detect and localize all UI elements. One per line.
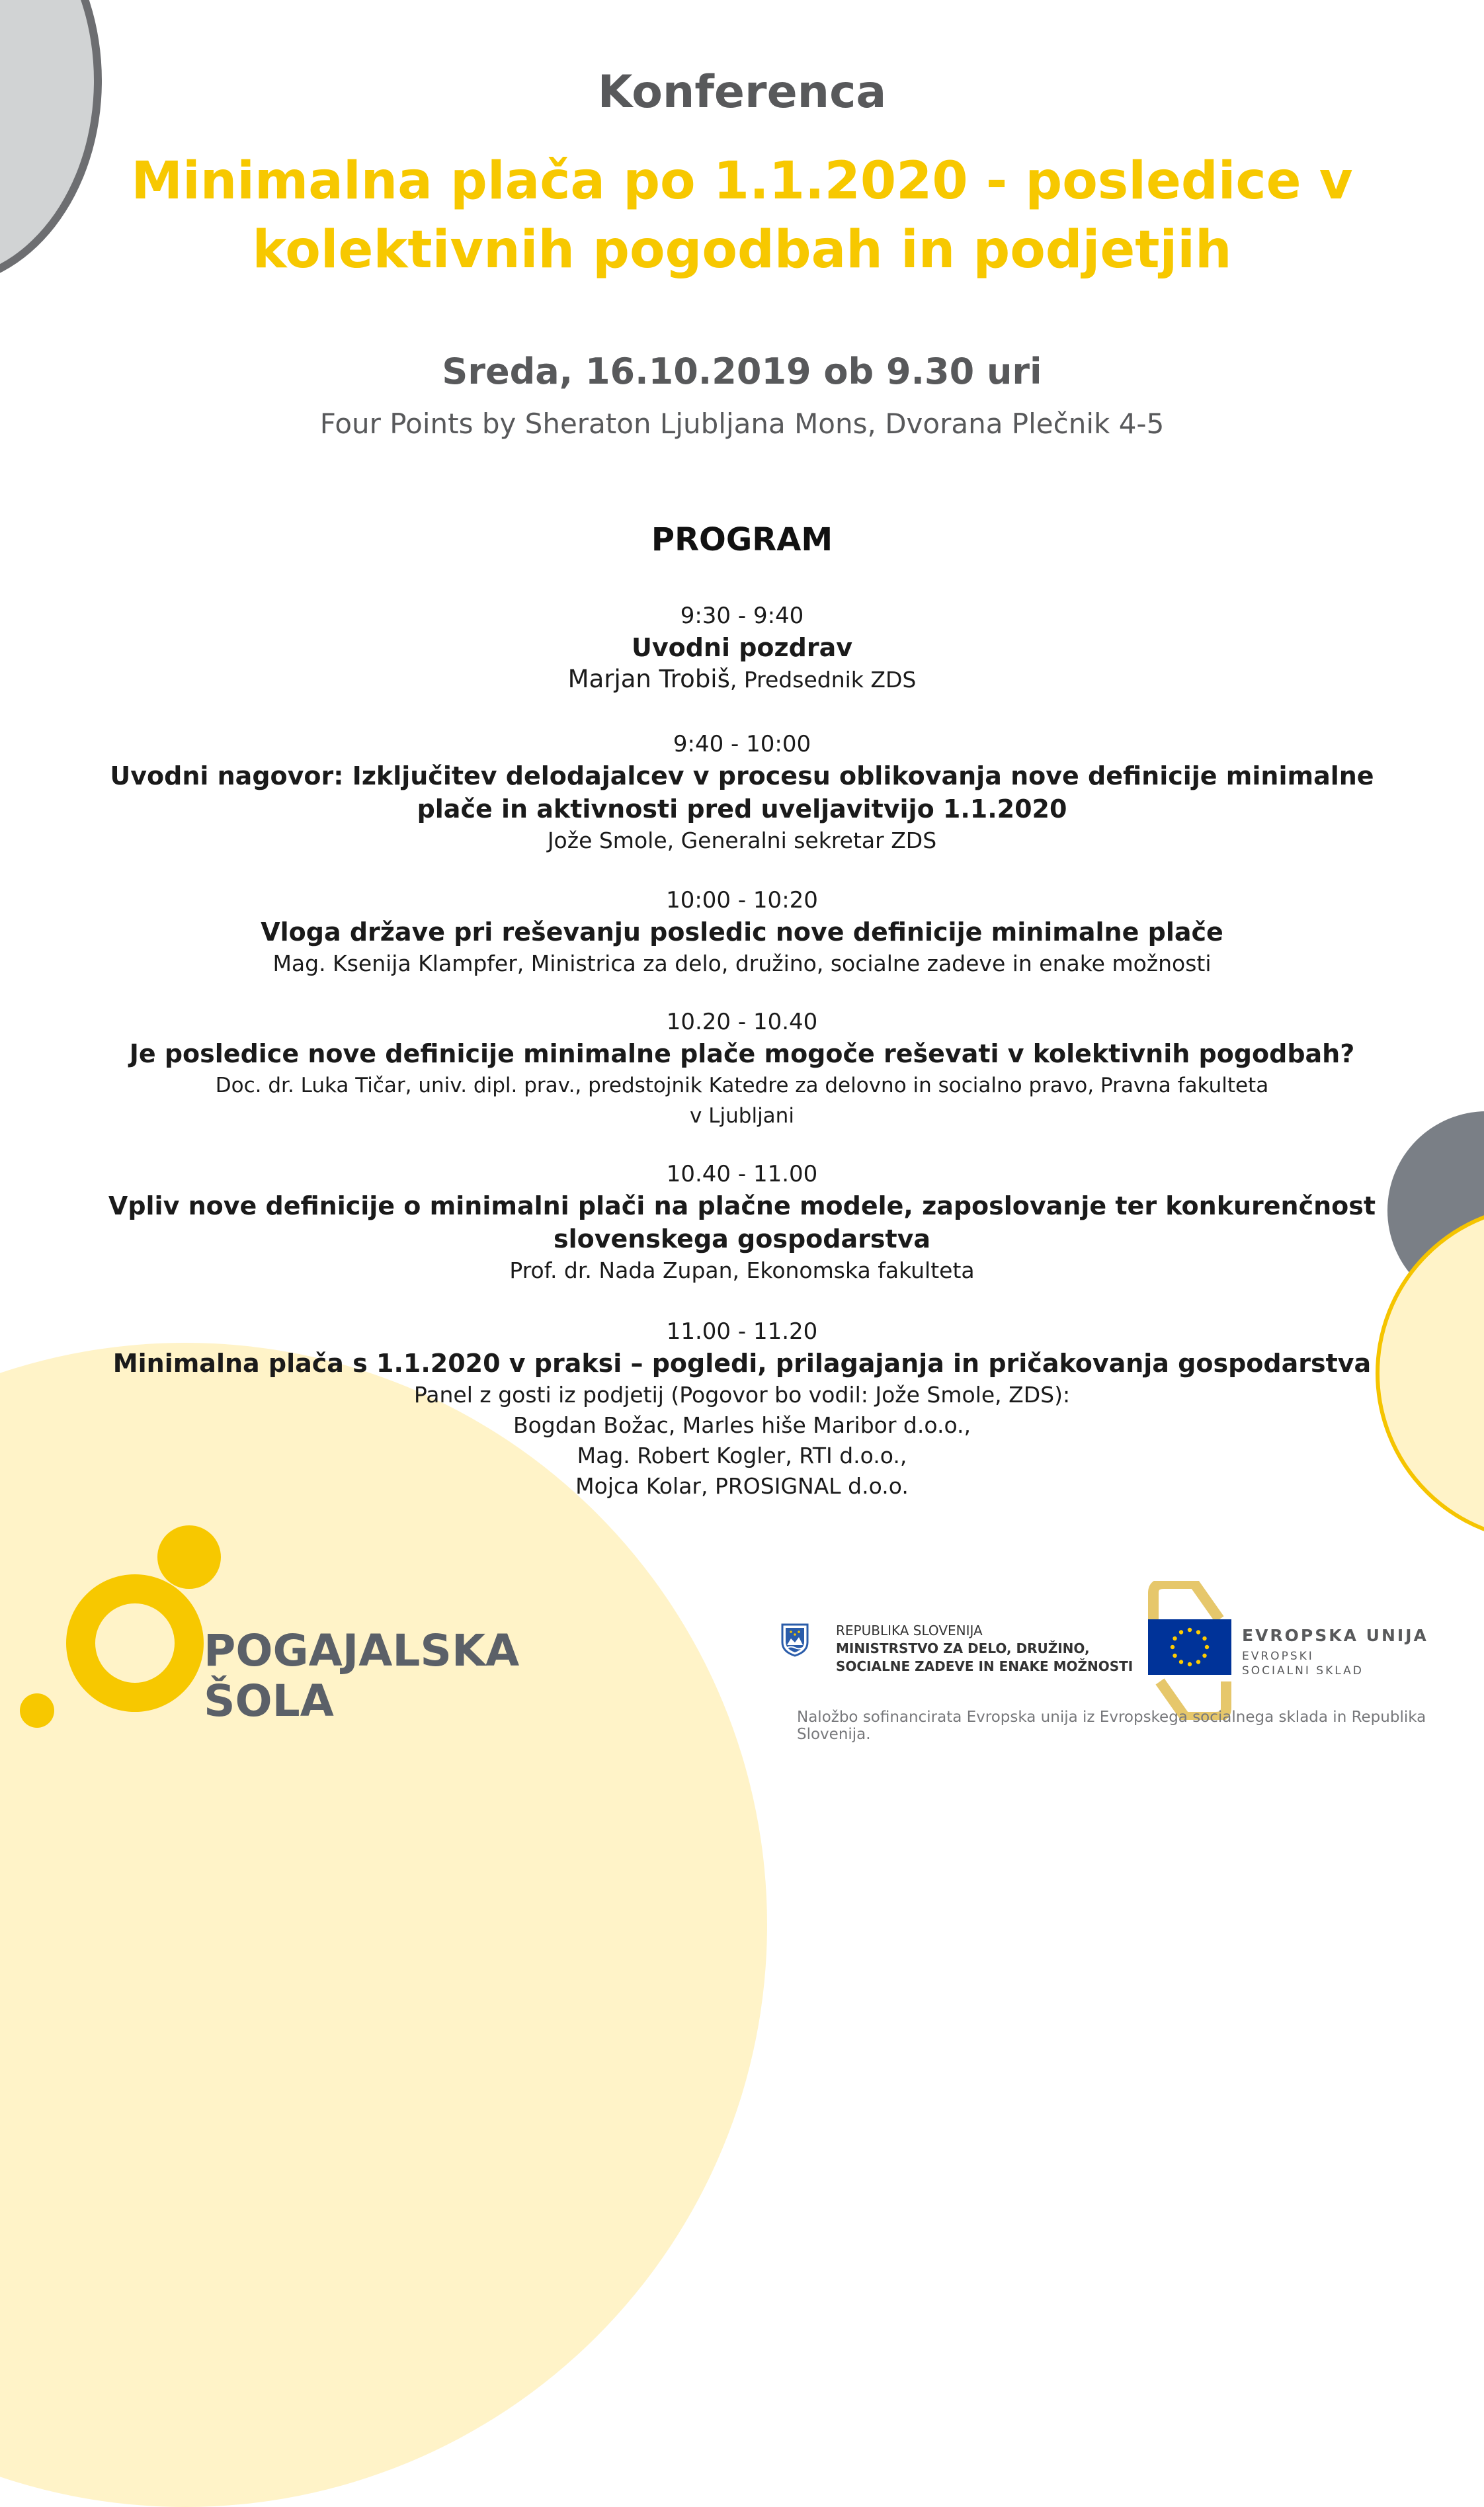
program-item [0, 729, 1484, 856]
funding-note: Naložbo sofinancirata Evropska unija iz Evropskega socialnega sklada in Republika Slovenija. [797, 1709, 1426, 1743]
item-speaker: Panel z gosti iz podjetij (Pogovor bo vodil: Jože Smole, ZDS): [413, 1382, 1071, 1408]
eu-fund-line: SOCIALNI SKLAD [1242, 1664, 1364, 1678]
program-item [0, 601, 1484, 695]
event-venue: Four Points by Sheraton Ljubljana Mons, Dvorana Plečnik 4-5 [319, 407, 1165, 440]
eu-fund [1242, 1649, 1428, 1678]
ministry-line: SOCIALNE ZADEVE IN ENAKE MOŽNOSTI [836, 1658, 1134, 1674]
item-time: 10.40 - 11.00 [666, 1161, 818, 1187]
item-time: 9:40 - 10:00 [673, 731, 811, 757]
program-item [0, 1007, 1484, 1131]
item-title: slovenskega gospodarstva [553, 1224, 931, 1254]
item-title: Minimalna plača s 1.1.2020 v praksi – pogledi, prilagajanja in pričakovanja gospodarstva [112, 1349, 1372, 1378]
item-time: 10:00 - 10:20 [666, 887, 818, 914]
item-speaker: Prof. dr. Nada Zupan, Ekonomska fakulteta [509, 1257, 975, 1283]
item-speaker: Bogdan Božac, Marles hiše Maribor d.o.o., [513, 1412, 971, 1438]
logo-dot-icon [20, 1693, 54, 1728]
eu-fund-line: EVROPSKI [1242, 1650, 1314, 1663]
logo-line: ŠOLA [204, 1676, 334, 1726]
item-time: 11.00 - 11.20 [666, 1318, 818, 1345]
organiser-logo [204, 1626, 519, 1726]
program-item [0, 1316, 1484, 1502]
ministry-line: MINISTRSTVO ZA DELO, DRUŽINO, [836, 1640, 1090, 1656]
eu-stars-icon [1148, 1619, 1231, 1675]
item-speaker: Mag. Robert Kogler, RTI d.o.o., [577, 1443, 907, 1468]
item-time: 10.20 - 10.40 [666, 1009, 818, 1035]
speaker-name: Marjan Trobiš [567, 665, 730, 693]
item-speaker: Mag. Ksenija Klampfer, Ministrica za delo, družino, socialne zadeve in enake možnosti [272, 951, 1212, 976]
program-item [0, 1159, 1484, 1286]
item-speaker [0, 664, 1484, 695]
item-title: Vpliv nove definicije o minimalni plači na plačne modele, zaposlovanje ter konkurenčnost [108, 1191, 1376, 1220]
event-date: Sreda, 16.10.2019 ob 9.30 uri [442, 351, 1042, 392]
item-time: 9:30 - 9:40 [680, 603, 804, 629]
slovenia-coat-of-arms-icon [780, 1623, 809, 1657]
item-title: Je posledice nove definicije minimalne plače mogoče reševati v kolektivnih pogodbah? [129, 1039, 1355, 1068]
item-speaker: Doc. dr. Luka Tičar, univ. dipl. prav., predstojnik Katedre za delovno in socialno pravo, Pravna fakulteta [215, 1074, 1269, 1097]
eu-flag-icon [1148, 1619, 1231, 1675]
ministry-line: REPUBLIKA SLOVENIJA [836, 1623, 983, 1638]
ministry-logo [836, 1622, 1133, 1676]
event-title-line: kolektivnih pogodbah in podjetjih [252, 220, 1232, 280]
event-title [0, 147, 1484, 284]
decor-circle-bottom-left [0, 1343, 767, 2507]
eu-name: EVROPSKA UNIJA [1242, 1626, 1428, 1645]
program-item [0, 885, 1484, 979]
item-speaker: v Ljubljani [690, 1104, 794, 1128]
item-title: Uvodni nagovor: Izključitev delodajalcev v procesu oblikovanja nove definicije minimalne [110, 761, 1374, 790]
event-type: Konferenca [597, 66, 887, 118]
item-title: plače in aktivnosti pred uveljavitvijo 1.1.2020 [417, 794, 1067, 824]
logo-line: POGAJALSKA [204, 1625, 520, 1676]
item-speaker: Jože Smole, Generalni sekretar ZDS [547, 828, 937, 853]
logo-dot-icon [157, 1525, 221, 1589]
program-heading: PROGRAM [651, 521, 833, 558]
speaker-role: , Predsednik ZDS [729, 667, 917, 693]
logo-ring-icon [66, 1574, 204, 1712]
item-title: Vloga države pri reševanju posledic nove definicije minimalne plače [261, 917, 1223, 947]
item-title: Uvodni pozdrav [631, 633, 853, 662]
item-speaker: Mojca Kolar, PROSIGNAL d.o.o. [575, 1473, 909, 1499]
event-title-line: Minimalna plača po 1.1.2020 - posledice v [131, 151, 1353, 211]
eu-logo [1242, 1626, 1428, 1678]
